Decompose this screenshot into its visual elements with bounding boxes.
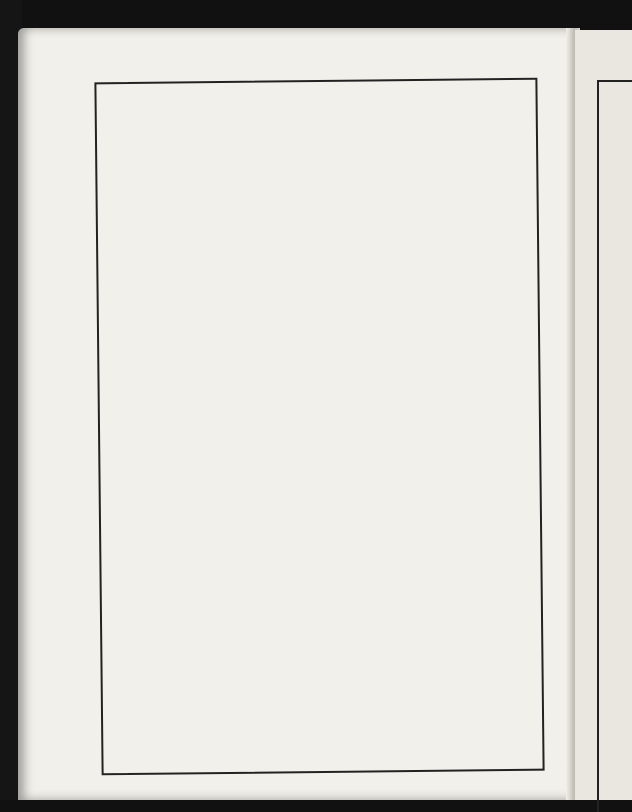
subsection-c: [102, 580, 545, 585]
facing-page-frame: [597, 80, 632, 812]
part-title: [98, 192, 541, 197]
subsection-b: [100, 382, 543, 387]
toc-frame: [94, 78, 544, 776]
facing-page: [575, 30, 632, 800]
subsection-a: [98, 234, 541, 239]
section-title: [98, 214, 541, 219]
